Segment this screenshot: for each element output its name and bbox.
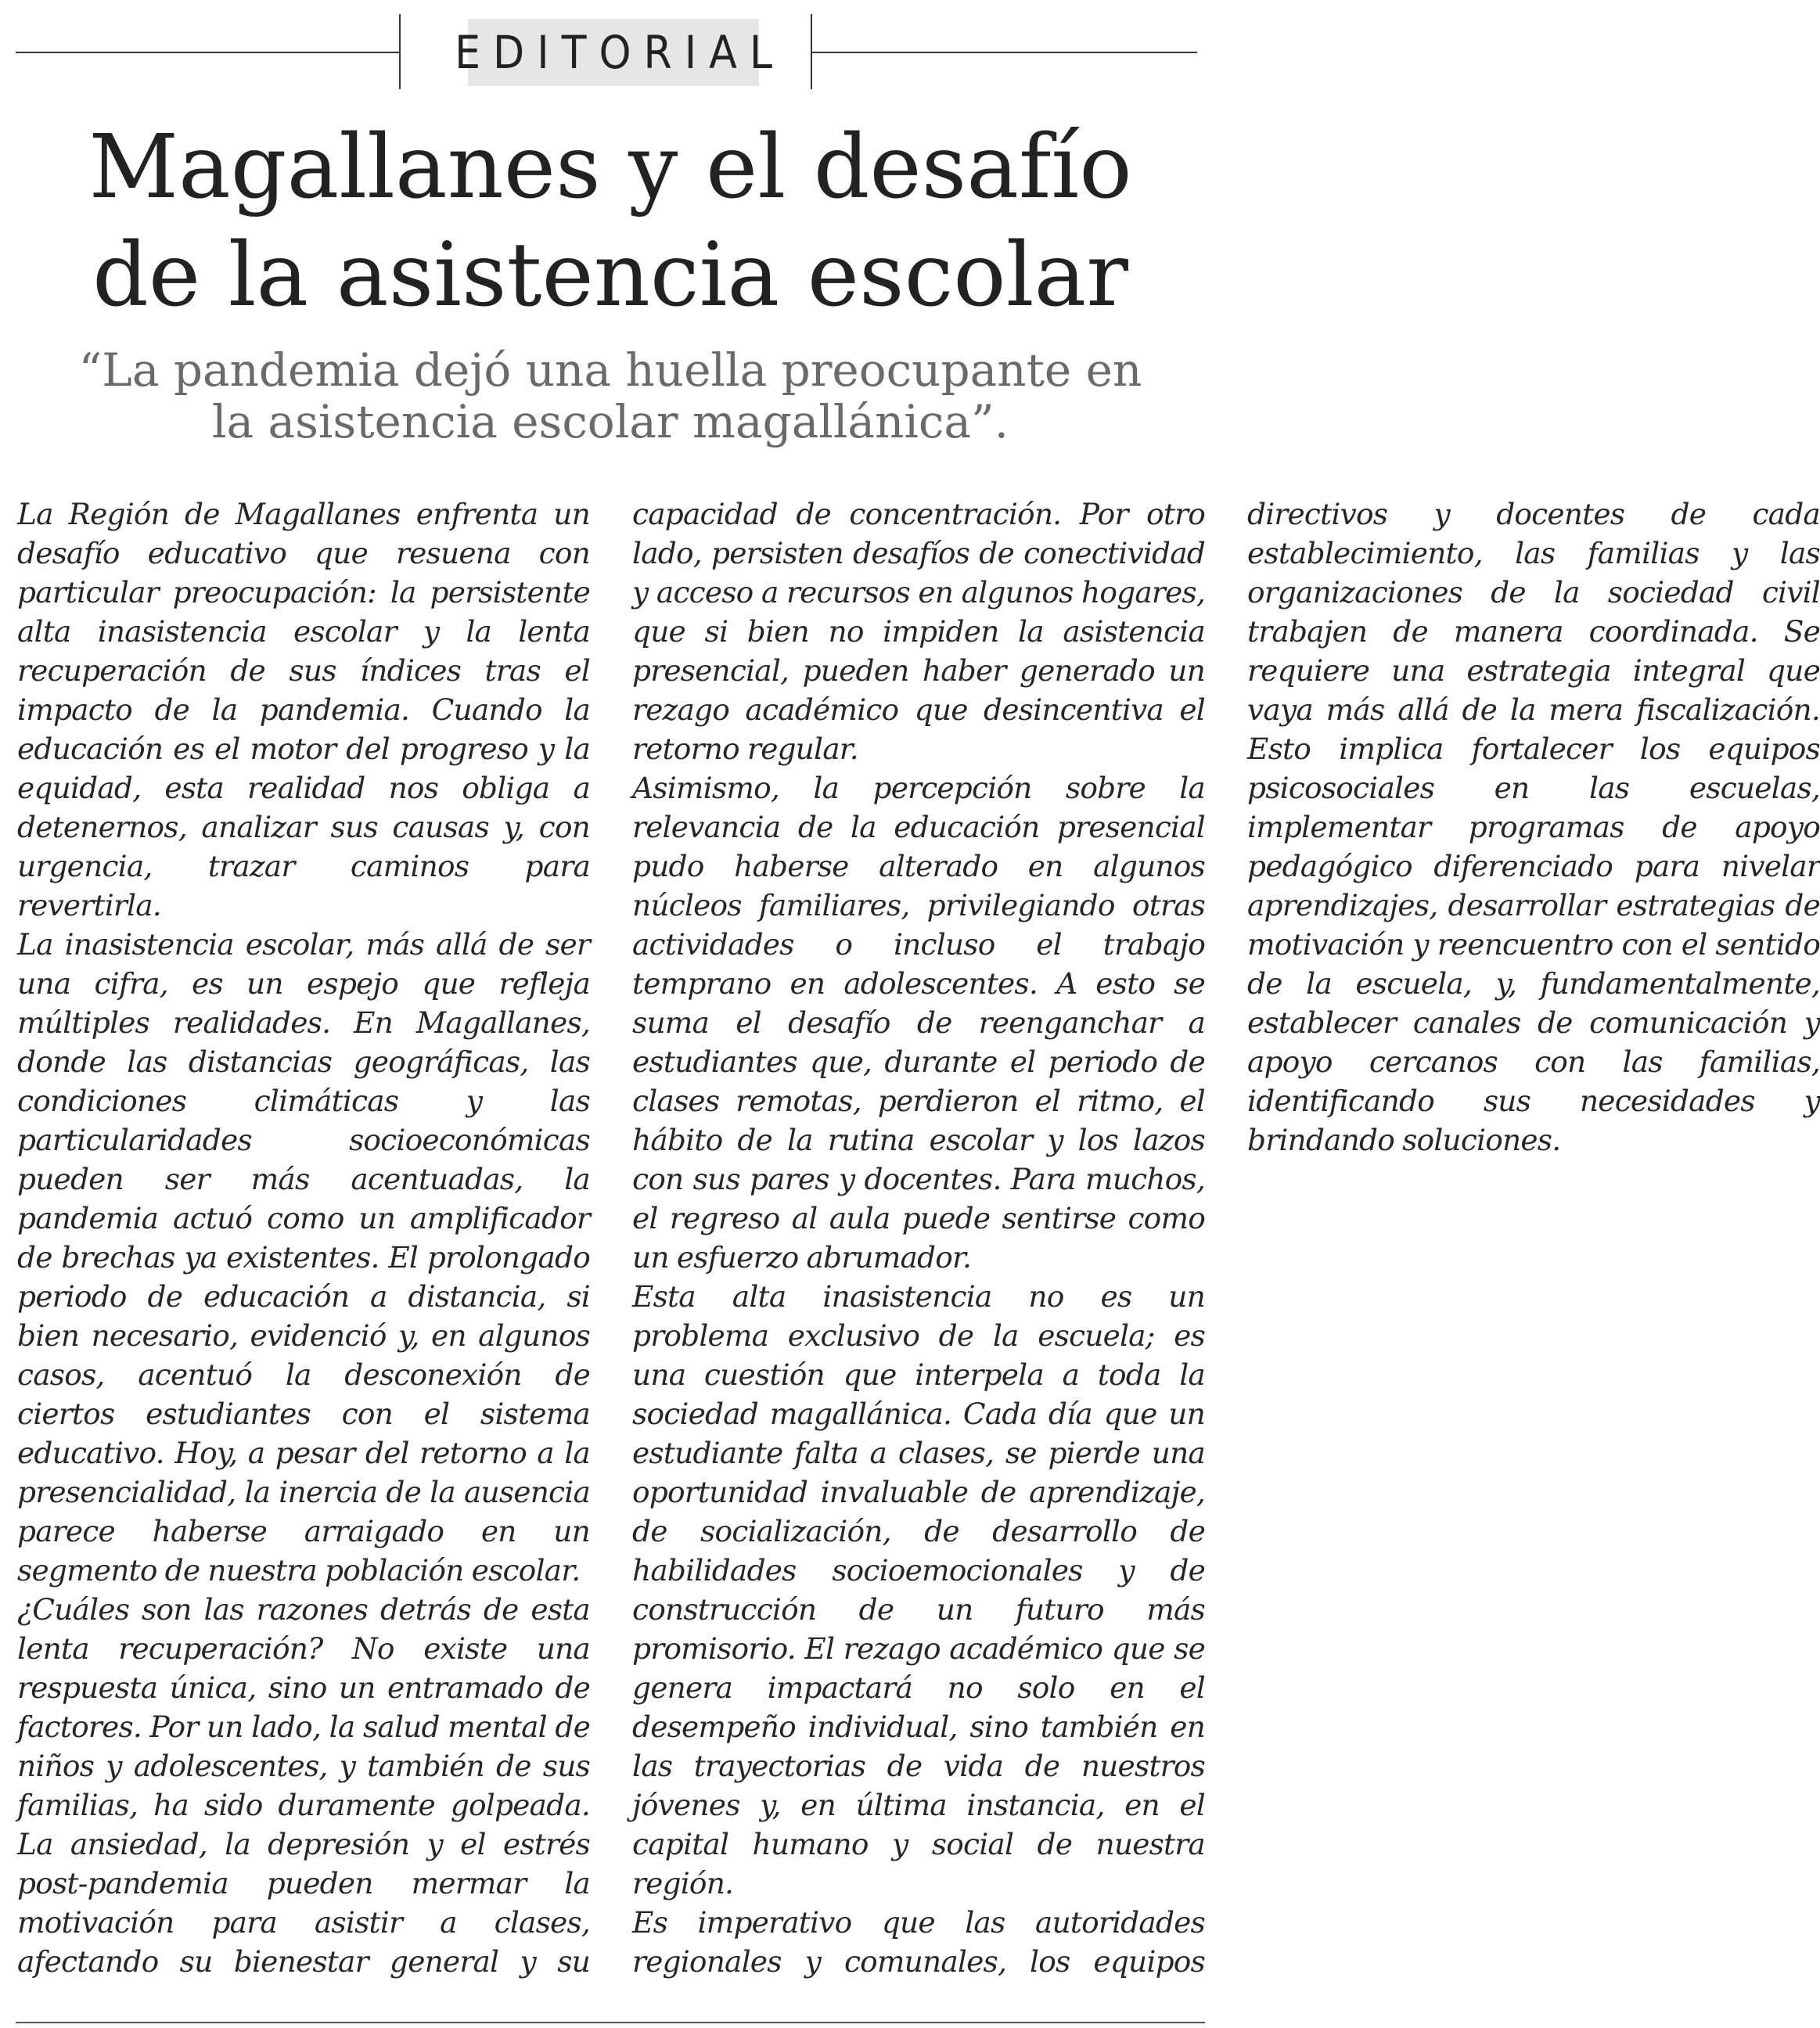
paragraph: Asimismo, la percepción sobre la relevancia de la educación presencial pudo haberse alterado en algunos núcleos familiares, privilegiando otras actividades o incluso el trabajo temprano en adolescentes. A esto se suma el desafío de reenganchar a estudiantes que, durante el periodo de clases remotas, perdieron el ritmo, el hábito de la rutina escolar y los lazos con sus pares y docentes. Para muchos, el regreso al aula puede sentirse como un esfuerzo abrumador. — [632, 771, 1205, 1275]
header-rule-right — [812, 52, 1197, 53]
section-header — [16, 14, 1197, 89]
article-body — [17, 494, 1820, 2005]
paragraph: Esta alta inasistencia no es un problema exclusivo de la escuela; es una cuestión que interpela a toda la sociedad magallánica. Cada día que un estudiante falta a clases, se pierde una oportunidad invaluable de aprendizaje, de socialización, de desarrollo de habilidades socioemocionales y de construcción de un futuro más promisorio. El rezago académico que se genera impactará no solo en el desempeño individual, sino también en las trayectorias de vida de nuestros jóvenes y, en última instancia, en el capital humano y social de nuestra región. — [632, 1279, 1205, 1900]
section-label: EDITORIAL — [468, 19, 759, 86]
paragraph: Es imperativo que las autoridades regionales y comunales, los equipos directivos y docentes de cada establecimiento, las familias y las organizaciones de la sociedad civil trabajen de manera coordinada. Se requiere una estrategia integral que vaya más allá de la mera fiscalización. Esto implica fortalecer los equipos psicosociales en las escuelas, implementar programas de apoyo pedagógico diferenciado para nivelar aprendizajes, desarrollar estrategias de motivación y reencuentro con el sentido de la escuela, y, fundamentalmente, establecer canales de comunicación y apoyo cercanos con las familias, identificando sus necesidades y brindando soluciones. — [632, 497, 1820, 1979]
header-divider-left — [399, 14, 401, 89]
paragraph: La Región de Magallanes enfrenta un desafío educativo que resuena con particular preocupación: la persistente alta inasistencia escolar y la lenta recuperación de sus índices tras el impacto de la pandemia. Cuando la educación es el motor del progreso y la equidad, esta realidad nos obliga a detenernos, analizar sus causas y, con urgencia, trazar caminos para revertirla. — [17, 497, 590, 922]
pull-quote: “La pandemia dejó una huella preocupante en la asistencia escolar magallánica”. — [78, 343, 1142, 448]
paragraph: ¿Cuáles son las razones detrás de esta lenta recuperación? No existe una respuesta única, sino un entramado de factores. Por un lado, la salud mental de niños y adolescentes, y también de sus familias, ha sido duramente golpeada. La ansiedad, la depresión y el estrés post-pandemia pueden mermar la motivación para asistir a clases, afectando su bienestar general y su capacidad de concentración. Por otro lado, persisten desafíos de conectividad y acceso a recursos en algunos hogares, que si bien no impiden la asistencia presencial, pueden haber generado un rezago académico que desincentiva el retorno regular. — [17, 497, 1205, 1979]
paragraph: La inasistencia escolar, más allá de ser una cifra, es un espejo que refleja múltiples realidades. En Magallanes, donde las distancias geográficas, las condiciones climáticas y las particularidades socioeconómicas pueden ser más acentuadas, la pandemia actuó como un amplificador de brechas ya existentes. El prolongado periodo de educación a distancia, si bien necesario, evidenció y, en algunos casos, acentuó la desconexión de ciertos estudiantes con el sistema educativo. Hoy, a pesar del retorno a la presencialidad, la inercia de la ausencia parece haberse arraigado en un segmento de nuestra población escolar. — [17, 927, 590, 1588]
bottom-rule — [16, 2022, 1205, 2023]
headline: Magallanes y el desafío de la asistencia escolar — [88, 117, 1132, 326]
header-rule-left — [16, 52, 399, 53]
